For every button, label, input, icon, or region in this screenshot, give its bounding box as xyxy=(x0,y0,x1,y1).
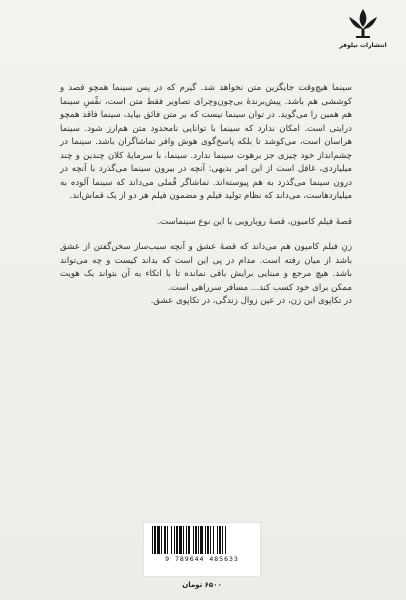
blurb-paragraph: قصهٔ فیلم کامیون، قصهٔ رویارویی با این نوع سینماست. xyxy=(157,216,352,227)
blurb-paragraph: در تکاپوی این زن، در عین زوال زندگی، در تکاپوی عشق. xyxy=(150,296,352,306)
barcode-icon xyxy=(150,526,256,556)
blurb-text xyxy=(60,82,352,309)
publisher-name: انتشارات نیلوفر xyxy=(339,42,387,49)
price-label: ۶۵۰۰ تومان xyxy=(182,581,222,589)
blurb-paragraph: سینما هیچ‌وقت جایگزین متن نخواهد شد. گیرم که در پس سینما همچو قصد و کوششی هم باشد. پیش‌برنده‌ٔ بی‌چون‌وچرای تصاویر فقط متن است، نفْسِ سینما هم همین را می‌گوید. در توان سینما نیست که بر متن فائق بیاید، سینما فاقد همچو درایتی است. امکان ندارد که سینما با توانایی نامحدود متن هم‌ارز شود. سینما هراسان است، می‌کوشد تا بلکه پاسخ‌گوی هوش وافر تماشاگران باشد. سینما در چشم‌انداز خود چیزی جز برهوت سینما ندارد. سینما، با سرمایه‌ٔ کلان چندین و چند میلیاردی، غافل است از این امر بدیهی: آنچه در بیرون سینما می‌گذرد با آنچه در درون سینما می‌گذرد به هم پیوسته‌اند. تماشاگر قُملی می‌داند که سینما آلوده به میلیاردهاست، می‌داند که نظام تولید فیلم و مضمون فیلم هر دو از یک قماش‌اند. xyxy=(60,83,352,201)
isbn-barcode xyxy=(143,522,261,577)
publisher-logo-icon xyxy=(346,7,380,39)
isbn-number: 9 789644 485633 xyxy=(165,555,239,563)
blurb-paragraph: زنِ فیلم کامیون هم می‌داند که قصهٔ عشق و آنچه سبب‌ساز سخن‌گفتن از عشق باشد از میان رفته است. مدام در پی این است که بداند کیست و چه می‌تواند باشد. هیچ مرجع و مبنایی برایش باقی نمانده تا با اتکاء به آن بتواند یک هویت ممکن برای خود کسب کند... مسافر سرراهی است. xyxy=(60,242,352,293)
